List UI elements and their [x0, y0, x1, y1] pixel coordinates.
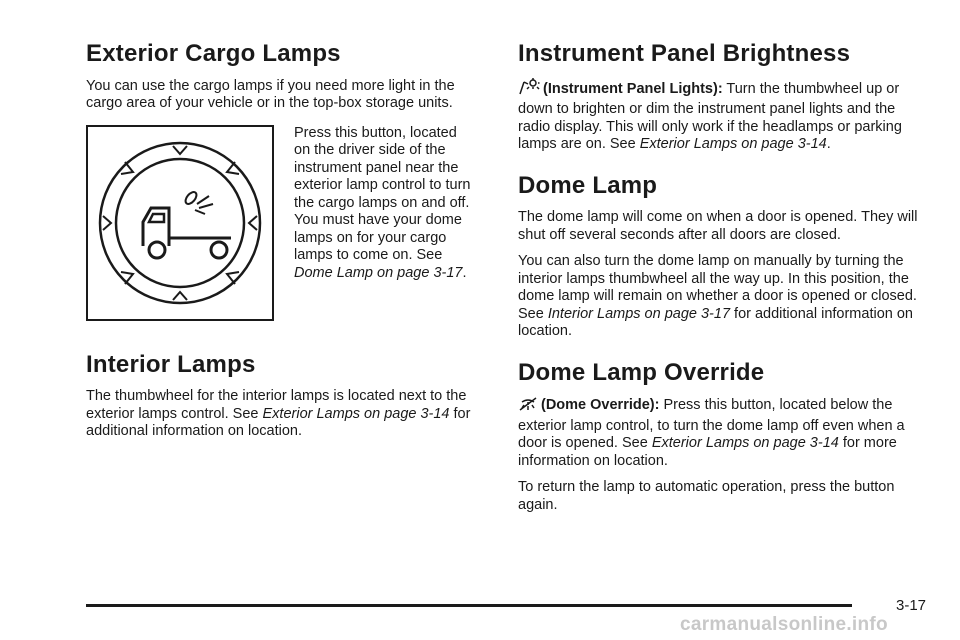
right-column — [518, 40, 928, 523]
dome-override-icon — [518, 396, 538, 418]
ref-exterior-lamps[interactable]: Exterior Lamps on page 3-14 — [262, 405, 450, 422]
heading-exterior-cargo-lamps: Exterior Cargo Lamps — [86, 40, 341, 67]
dome-p2 — [518, 253, 928, 341]
cargo-lamp-button-illustration — [86, 125, 274, 321]
heading-dome-lamp: Dome Lamp — [518, 171, 658, 199]
heading-instrument-panel-brightness: Instrument Panel Brightness — [518, 40, 851, 67]
cargo-figure-body: Press this button, located on the driver side of the instrument panel near the exterior lamp control to turn the cargo lamps on and off. You must have your dome lamps on for your cargo lamps to come on. See — [294, 124, 471, 264]
left-column — [86, 40, 486, 450]
page-number: 3-17 — [896, 597, 927, 614]
footer-rule — [86, 604, 852, 607]
dome-p2-body: You can also turn the dome lamp on manually by turning the interior lamps thumbwheel all the way up. In this position, the dome lamp will remain on whether a door is opened or closed. See — [518, 253, 917, 322]
heading-dome-lamp-override: Dome Lamp Override — [518, 358, 765, 386]
brightness-body: Turn the thumbwheel up or down to brighten or dim the instrument panel lights and the radio display. This will only work if the headlamps or parking lamps are on. See — [518, 80, 902, 153]
interior-end: for additional information on location. — [86, 405, 471, 440]
cargo-intro: You can use the cargo lamps if you need more light in the cargo area of your vehicle or in the top-box storage units. — [86, 77, 455, 112]
dome-p1: The dome lamp will come on when a door is opened. They will shut off several seconds after all doors are closed. — [518, 209, 918, 243]
watermark: carmanualsonline.info — [680, 614, 888, 635]
section-dome-lamp-override — [518, 359, 928, 515]
cargo-figure-text — [294, 125, 474, 321]
cargo-figure-row — [86, 125, 486, 321]
override-body: Press this button, located below the exterior lamp control, to turn the dome lamp off even when a door is opened. See — [518, 397, 905, 452]
instrument-panel-lights-icon — [518, 78, 540, 102]
ref-exterior-lamps-3[interactable]: Exterior Lamps on page 3-14 — [651, 435, 839, 452]
heading-interior-lamps: Interior Lamps — [86, 350, 256, 378]
section-interior-lamps — [86, 351, 486, 441]
dome-p2-end: for additional information on location. — [518, 305, 913, 340]
cargo-figure-end: . — [462, 264, 467, 281]
override-end: for more information on location. — [518, 435, 897, 469]
override-label: (Dome Override): — [541, 397, 660, 414]
ref-exterior-lamps-2[interactable]: Exterior Lamps on page 3-14 — [639, 136, 827, 153]
ref-dome-lamp[interactable]: Dome Lamp on page 3-17 — [294, 264, 463, 281]
brightness-label: (Instrument Panel Lights): — [543, 80, 723, 97]
cargo-lamp-icon — [95, 138, 265, 308]
override-text — [518, 396, 928, 470]
brightness-text — [518, 78, 928, 154]
ref-interior-lamps[interactable]: Interior Lamps on page 3-17 — [547, 305, 731, 322]
brightness-end: . — [826, 136, 831, 153]
section-dome-lamp — [518, 172, 928, 341]
override-p2: To return the lamp to automatic operation, press the button again. — [518, 479, 895, 513]
interior-body: The thumbwheel for the interior lamps is located next to the exterior lamps control. See — [86, 388, 467, 422]
interior-text — [86, 388, 486, 441]
